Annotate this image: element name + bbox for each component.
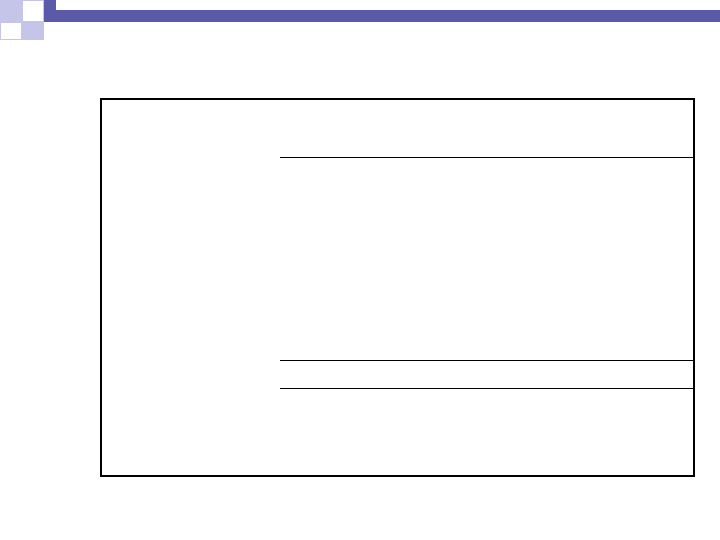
deco-square (22, 22, 44, 40)
table-border-right (693, 98, 695, 477)
deco-square (0, 22, 22, 40)
rule-under-subheader (280, 157, 693, 158)
rule-under-section2 (280, 388, 693, 389)
table-border-left (100, 98, 102, 477)
rule-under-subtotal-1 (280, 360, 693, 361)
outbreak-table (100, 98, 695, 478)
deco-square (44, 0, 56, 22)
decorative-corner-pattern (0, 0, 720, 40)
table-border-bottom (100, 475, 695, 477)
deco-square (0, 0, 22, 22)
table-border-top (100, 98, 695, 100)
deco-band (56, 10, 720, 22)
deco-square (22, 0, 44, 22)
